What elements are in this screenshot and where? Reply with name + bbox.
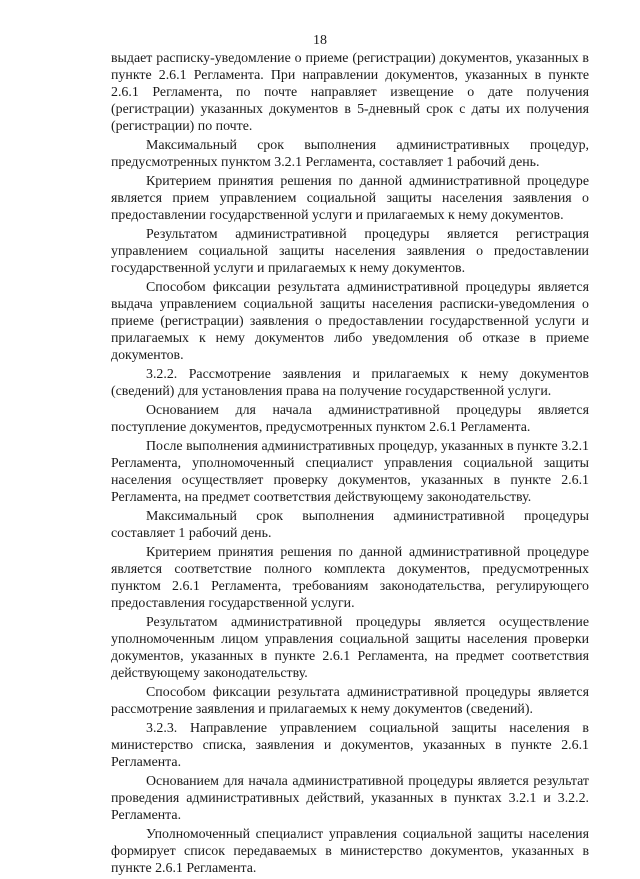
paragraph: Результатом административной процедуры является регистрация управлением социальной защиты населения заявления о предоставлении государственной услуги и прилагаемых к нему документов. [111, 227, 589, 276]
paragraph: Максимальный срок выполнения административных процедур, предусмотренных пунктом 3.2.1 Регламента, составляет 1 рабочий день. [111, 138, 589, 170]
paragraph: Уполномоченный специалист управления социальной защиты населения формирует список передаваемых в министерство документов, указанных в пункте 2.6.1 Регламента. [111, 827, 589, 876]
paragraph: Максимальный срок выполнения административной процедуры составляет 1 рабочий день. [111, 509, 589, 541]
paragraph: Способом фиксации результата административной процедуры является выдача управлением социальной защиты населения расписки-уведомления о приеме (регистрации) заявления о предоставлении государственной услуги и прилагаемых к нему документов либо уведомления об отказе в приеме документов. [111, 280, 589, 363]
paragraph: После выполнения административных процедур, указанных в пункте 3.2.1 Регламента, уполномоченный специалист управления социальной защиты населения осуществляет проверку документов, указанных в пункте 2.6.1 Регламента, на предмет соответствия действующему законодательству. [111, 439, 589, 505]
document-body [111, 50, 589, 879]
paragraph: Основанием для начала административной процедуры является поступление документов, предусмотренных пунктом 2.6.1 Регламента. [111, 403, 589, 435]
paragraph: Критерием принятия решения по данной административной процедуре является соответствие полного комплекта документов, предусмотренных пунктом 2.6.1 Регламента, требованиям законодательства, регулирующего предоставления государственной услуги. [111, 545, 589, 611]
section-heading-paragraph: 3.2.2. Рассмотрение заявления и прилагаемых к нему документов (сведений) для установления права на получение государственной услуги. [111, 367, 589, 399]
paragraph: Способом фиксации результата административной процедуры является рассмотрение заявления и прилагаемых к нему документов (сведений). [111, 685, 589, 717]
page-number: 18 [313, 33, 327, 48]
paragraph: Основанием для начала административной процедуры является результат проведения административных действий, указанных в пунктах 3.2.1 и 3.2.2. Регламента. [111, 774, 589, 823]
paragraph: выдает расписку-уведомление о приеме (регистрации) документов, указанных в пункте 2.6.1 Регламента. При направлении документов, указанных в пункте 2.6.1 Регламента, по почте направляет извещение о дате получения (регистрации) указанных документов в 5-дневный срок с даты их получения (регистрации) по почте. [111, 51, 589, 134]
paragraph: Критерием принятия решения по данной административной процедуре является прием управлением социальной защиты населения заявления о предоставлении государственной услуги и прилагаемых к нему документов. [111, 174, 589, 223]
paragraph: Результатом административной процедуры является осуществление уполномоченным лицом управления социальной защиты населения проверки документов, указанных в пункте 2.6.1 Регламента, на предмет соответствия действующему законодательству. [111, 615, 589, 681]
section-heading-paragraph: 3.2.3. Направление управлением социальной защиты населения в министерство списка, заявления и документов, указанных в пункте 2.6.1 Регламента. [111, 721, 589, 770]
